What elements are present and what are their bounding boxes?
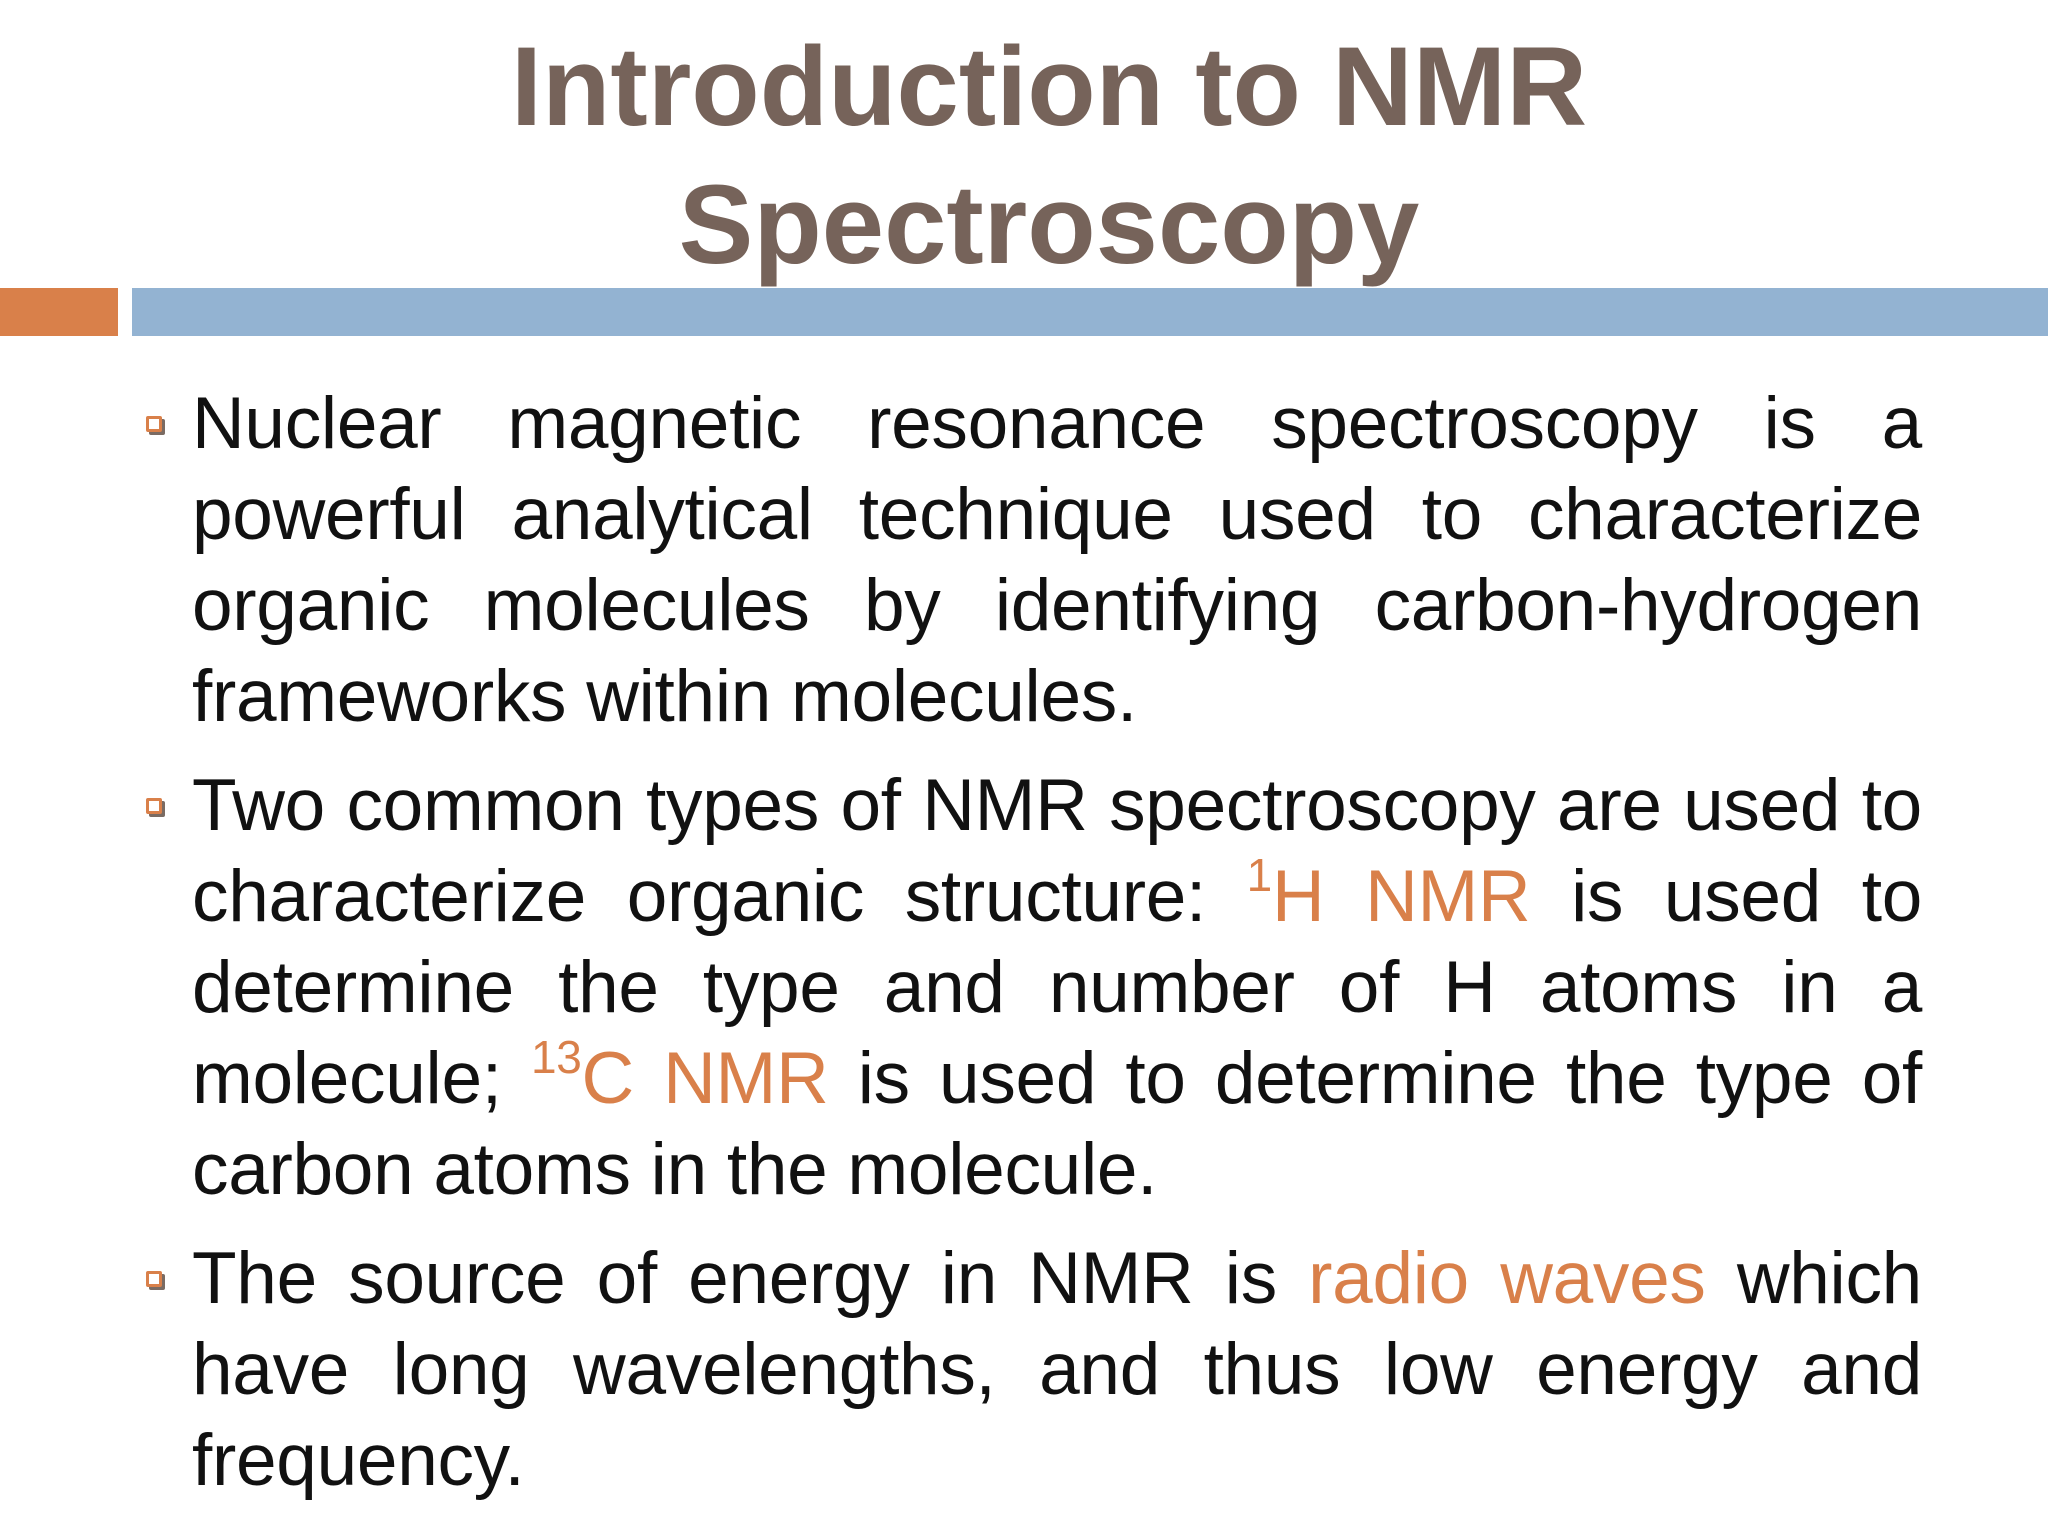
slide-title-line-2: Spectroscopy bbox=[678, 162, 1420, 287]
h-nmr-label: H NMR bbox=[1271, 856, 1531, 937]
slide-title bbox=[0, 18, 2048, 294]
bullet-item-2 bbox=[142, 760, 1922, 1215]
bullet-text-3 bbox=[192, 1233, 1922, 1506]
bullet-3-part-2: which have long wavelengths, and thus low energy and frequency. bbox=[192, 1238, 1922, 1501]
c-nmr-superscript: 13 bbox=[530, 1031, 582, 1083]
h-nmr-superscript: 1 bbox=[1246, 849, 1272, 901]
h-nmr-highlight bbox=[1246, 849, 1531, 937]
orange-accent-bar bbox=[0, 288, 118, 336]
slide-title-line-1: Introduction to NMR bbox=[510, 24, 1588, 149]
bullet-2-part-2: is used to determine the type and number of H atoms in a molecule; bbox=[192, 856, 1923, 1119]
square-bullet-icon bbox=[146, 1271, 162, 1287]
bullet-item-1 bbox=[142, 378, 1922, 742]
radio-waves-highlight: radio waves bbox=[1308, 1238, 1706, 1319]
bullet-item-3 bbox=[142, 1233, 1922, 1506]
c-nmr-label: C NMR bbox=[581, 1038, 829, 1119]
bullet-text-2 bbox=[192, 760, 1922, 1215]
bullet-2-part-3: is used to determine the type of carbon atoms in the molecule. bbox=[192, 1038, 1922, 1210]
bullet-text-1: Nuclear magnetic resonance spectroscopy is a powerful analytical technique used to characterize organic molecules by identifying carbon-hydrogen frameworks within molecules. bbox=[192, 383, 1922, 737]
square-bullet-icon bbox=[146, 416, 162, 432]
c-nmr-highlight bbox=[530, 1031, 829, 1119]
bullet-list bbox=[142, 378, 1922, 1524]
blue-accent-bar bbox=[132, 288, 2048, 336]
bullet-2-part-1: Two common types of NMR spectroscopy are used to characterize organic structure: bbox=[192, 765, 1922, 937]
square-bullet-icon bbox=[146, 798, 162, 814]
bullet-3-part-1: The source of energy in NMR is bbox=[192, 1238, 1309, 1319]
